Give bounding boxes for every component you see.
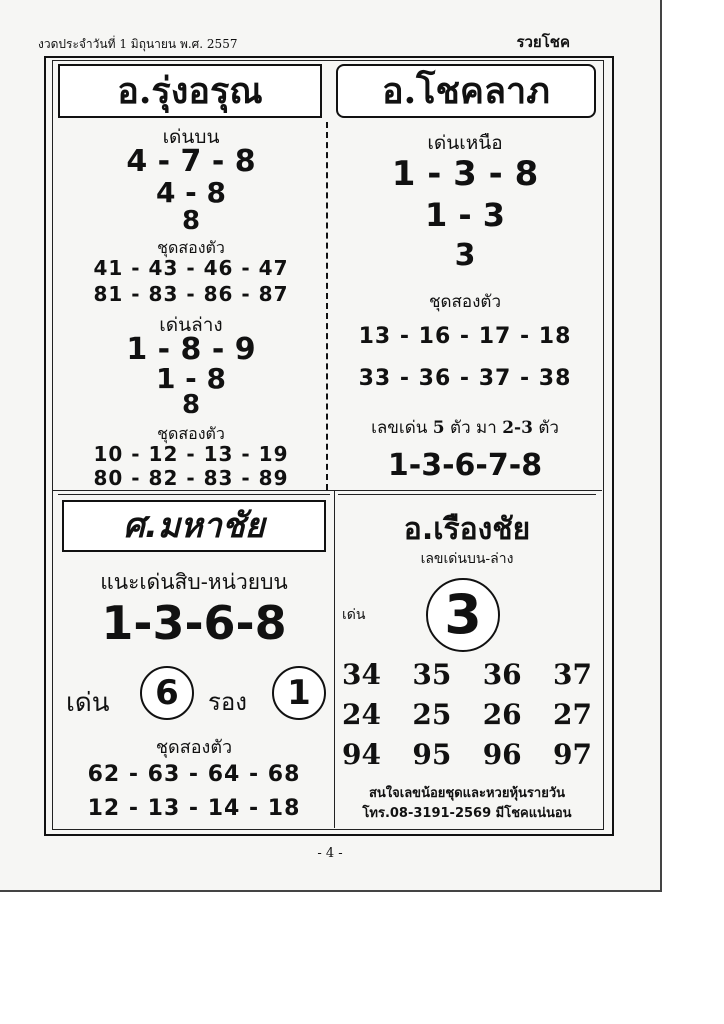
promo-text: สนใจเลขน้อยชุดและหวยหุ้นรายวัน bbox=[368, 786, 565, 801]
lower-pairs-label: ชุดสองตัว bbox=[157, 424, 225, 443]
pairs-label: ชุดสองตัว bbox=[428, 292, 502, 312]
label: เด่นเหนือ bbox=[427, 132, 503, 154]
den-circle: 6 bbox=[140, 666, 194, 720]
upper-row-1: 4 - 7 - 8 bbox=[126, 144, 256, 179]
grid-cell: 26 bbox=[482, 698, 522, 731]
row-3: 3 bbox=[454, 238, 476, 273]
rueangchai-box-top bbox=[338, 494, 596, 495]
grid-cell: 94 bbox=[342, 738, 381, 771]
pairs-1: 62 - 63 - 64 - 68 bbox=[87, 762, 301, 787]
grid-cell: 27 bbox=[553, 698, 592, 731]
grid-cell: 24 bbox=[342, 698, 381, 731]
subtitle: เลขเด่นบน-ล่าง bbox=[420, 551, 514, 567]
den-label: เด่น bbox=[66, 688, 110, 718]
number-grid bbox=[342, 658, 592, 778]
rong-label: รอง bbox=[208, 688, 248, 716]
grid-row bbox=[342, 738, 592, 778]
den-label: เด่น bbox=[342, 607, 366, 623]
lower-row-3: 8 bbox=[181, 390, 201, 420]
lower-row-1: 1 - 8 - 9 bbox=[126, 332, 256, 367]
pairs-2: 12 - 13 - 14 - 18 bbox=[87, 796, 301, 821]
upper-row-2: 4 - 8 bbox=[155, 176, 227, 209]
pairs-2: 33 - 36 - 37 - 38 bbox=[358, 366, 572, 391]
bottom-column-divider bbox=[334, 490, 335, 828]
note-mid: ตัว มา bbox=[450, 418, 497, 438]
grid-cell: 34 bbox=[342, 658, 381, 691]
rong-circle: 1 bbox=[272, 666, 326, 720]
final-number: 1-3-6-7-8 bbox=[387, 448, 543, 483]
panel-chokelarp bbox=[330, 62, 600, 490]
upper-pairs-2: 81 - 83 - 86 - 87 bbox=[93, 282, 289, 306]
grid-cell: 97 bbox=[553, 738, 592, 771]
issue-date: งวดประจำวันที่ 1 มิถุนายน พ.ศ. 2557 bbox=[38, 37, 238, 51]
row-1: 1 - 3 - 8 bbox=[391, 154, 539, 194]
top-column-divider bbox=[326, 122, 328, 490]
grid-row bbox=[342, 698, 592, 738]
note-line bbox=[330, 414, 600, 441]
upper-pairs-label: ชุดสองตัว bbox=[157, 238, 225, 257]
panel-title: อ.โชคลาภ bbox=[336, 64, 596, 118]
lower-pairs-1: 10 - 12 - 13 - 19 bbox=[93, 442, 289, 466]
grid-cell: 37 bbox=[553, 658, 592, 691]
grid-cell: 25 bbox=[412, 698, 452, 731]
note-prefix: เลขเด่น bbox=[371, 418, 428, 438]
grid-cell: 96 bbox=[482, 738, 522, 771]
panel-mahachai bbox=[58, 496, 330, 826]
panel-title: ศ.มหาชัย bbox=[62, 500, 326, 552]
den-circle: 3 bbox=[426, 578, 500, 652]
mahachai-box-top bbox=[58, 494, 330, 495]
pairs-1: 13 - 16 - 17 - 18 bbox=[358, 324, 572, 349]
grid-cell: 35 bbox=[412, 658, 452, 691]
lower-label: เด่นล่าง bbox=[159, 314, 223, 336]
panel-rueangchai bbox=[338, 496, 596, 826]
page-number: - 4 - bbox=[317, 846, 343, 861]
row-divider bbox=[52, 490, 602, 491]
subtitle: แนะเด่นสิบ-หน่วยบน bbox=[100, 570, 288, 594]
grid-cell: 36 bbox=[482, 658, 522, 691]
note-range: 2-3 bbox=[502, 418, 533, 438]
grid-row bbox=[342, 658, 592, 698]
lower-pairs-2: 80 - 82 - 83 - 89 bbox=[93, 466, 289, 490]
grid-cell: 95 bbox=[412, 738, 452, 771]
main-number: 1-3-6-8 bbox=[101, 596, 287, 650]
publication-name: รวยโชค bbox=[516, 33, 570, 51]
upper-row-3: 8 bbox=[181, 206, 201, 236]
row-2: 1 - 3 bbox=[424, 196, 506, 234]
note-count: 5 bbox=[432, 418, 445, 438]
panel-title: อ.รุ่งอรุณ bbox=[58, 64, 322, 118]
panel-title: อ.เรืองชัย bbox=[403, 512, 531, 547]
phone-text: โทร.08-3191-2569 มีโชคแน่นอน bbox=[362, 806, 572, 821]
pairs-label: ชุดสองตัว bbox=[155, 737, 233, 758]
upper-pairs-1: 41 - 43 - 46 - 47 bbox=[93, 256, 289, 280]
panel-rungorun bbox=[56, 62, 326, 490]
note-suffix: ตัว bbox=[538, 418, 559, 438]
upper-label: เด่นบน bbox=[162, 126, 220, 148]
lower-row-2: 1 - 8 bbox=[155, 362, 227, 395]
